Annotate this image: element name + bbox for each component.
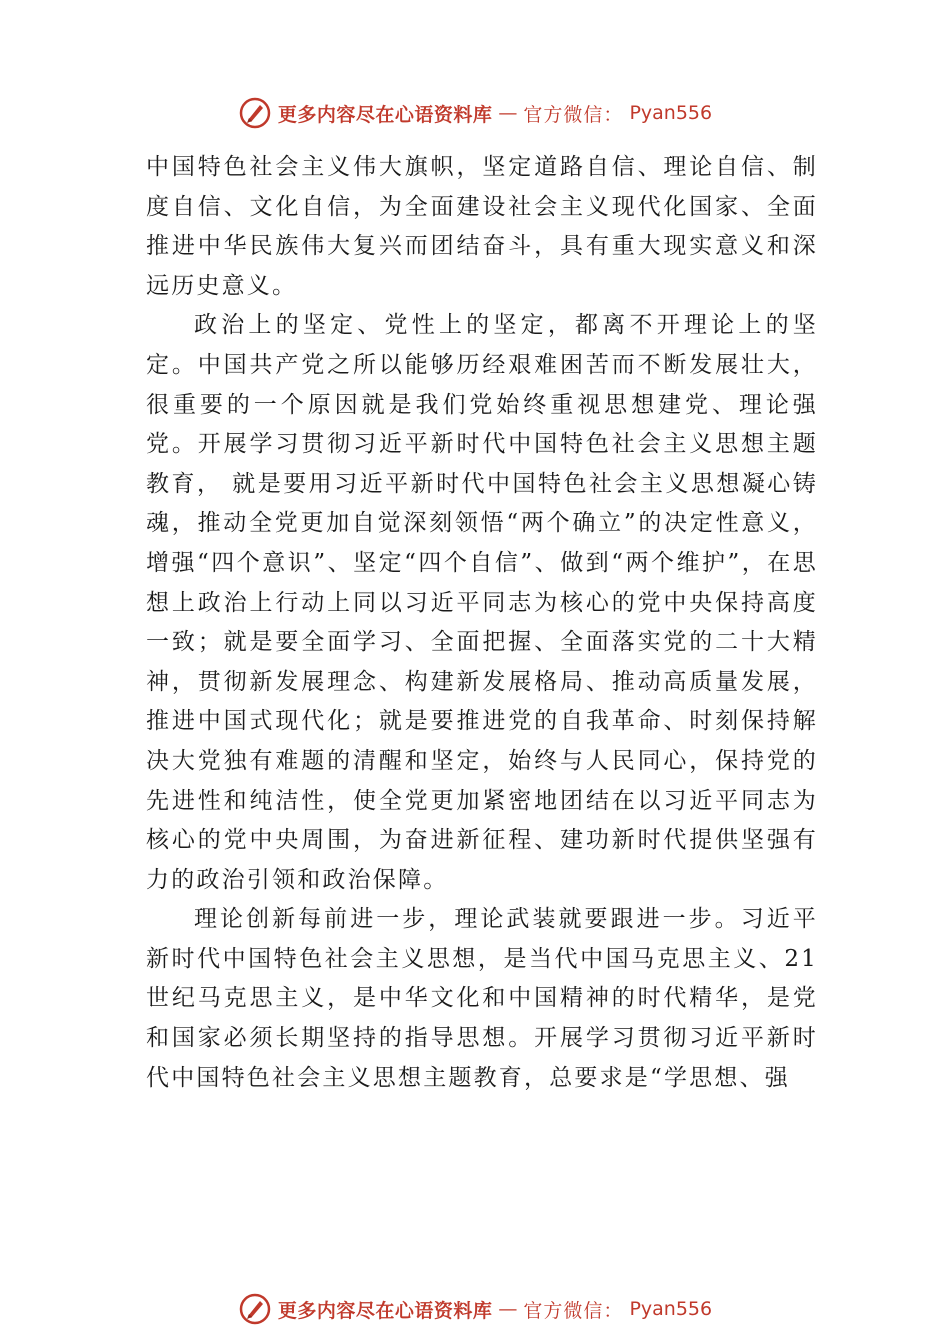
footer-banner <box>0 1292 950 1326</box>
paragraph-3: 理论创新每前进一步，理论武装就要跟进一步。习近平新时代中国特色社会主义思想，是当代中国马克思主义、21世纪马克思主义，是中华文化和中国精神的时代精华，是党和国家必须长期坚持的指导思想。开展学习贯彻习近平新时代中国特色社会主义思想主题教育，总要求是“学思想、强 <box>146 906 818 1091</box>
paragraph-2: 政治上的坚定、党性上的坚定，都离不开理论上的坚定。中国共产党之所以能够历经艰难困苦而不断发展壮大，很重要的一个原因就是我们党始终重视思想建党、理论强党。开展学习贯彻习近平新时代中国特色社会主义思想主题教育， 就是要用习近平新时代中国特色社会主义思想凝心铸魂，推动全党更加自觉深刻领悟“两个确立”的决定性意义，增强“四个意识”、坚定“四个自信”、做到“两个维护”，在思想上政治上行动上同以习近平同志为核心的党中央保持高度一致；就是要全面学习、全面把握、全面落实党的二十大精神，贯彻新发展理念、构建新发展格局、推动高质量发展， 推进中国式现代化；就是要推进党的自我革命、时刻保持解决大党独有难题的清醒和坚定，始终与人民同心，保持党的先进性和纯洁性，使全党更加紧密地团结在以习近平同志为核心的党中央周围，为奋进新征程、建功新时代提供坚强有力的政治引领和政治保障。 <box>146 312 818 893</box>
footer-banner-title: 更多内容尽在心语资料库 <box>277 1299 493 1322</box>
paragraph-1: 中国特色社会主义伟大旗帜，坚定道路自信、理论自信、制度自信、文化自信，为全面建设社会主义现代化国家、全面推进中华民族伟大复兴而团结奋斗，具有重大现实意义和深远历史意义。 <box>146 154 818 299</box>
pen-circle-logo-icon <box>238 1292 272 1326</box>
document-body <box>146 148 818 1098</box>
footer-banner-wechat-id: Pyan556 <box>629 1298 713 1320</box>
footer-banner-separator: — <box>498 1298 518 1320</box>
header-banner-title: 更多内容尽在心语资料库 <box>277 103 493 126</box>
pen-circle-logo-icon <box>238 96 272 130</box>
header-banner <box>0 96 950 130</box>
header-banner-wechat-label: 官方微信： <box>523 103 624 126</box>
header-banner-separator: — <box>498 102 518 124</box>
footer-banner-wechat-label: 官方微信： <box>523 1299 624 1322</box>
header-banner-wechat-id: Pyan556 <box>629 102 713 124</box>
